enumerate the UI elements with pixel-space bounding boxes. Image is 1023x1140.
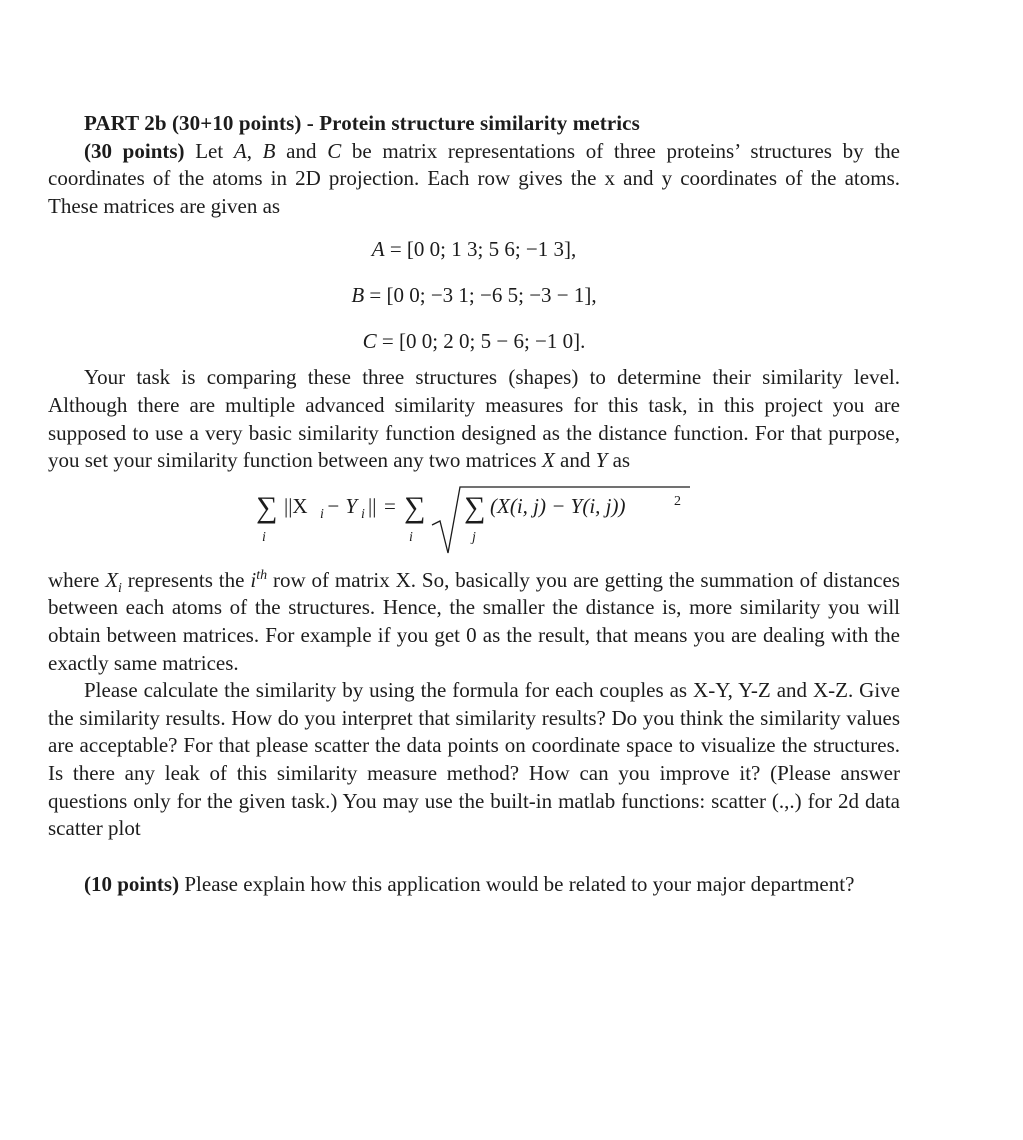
sum-symbol-left: ∑ — [256, 490, 278, 524]
sum-symbol-inner: ∑ — [464, 490, 486, 524]
sum-index-left: i — [262, 529, 266, 545]
matrix-b-equation: B = [0 0; −3 1; −6 5; −3 − 1], — [351, 283, 597, 308]
section-heading: PART 2b (30+10 points) - Protein structure similarity metrics — [84, 111, 640, 135]
distance-formula — [48, 477, 900, 567]
distance-formula-svg — [48, 477, 900, 567]
norm-minus-y: − Y — [326, 493, 358, 518]
major-question-paragraph: (10 points) Please explain how this application would be related to your major department? — [84, 871, 855, 896]
norm-close: || — [368, 493, 377, 518]
matrix-a-equation: A = [0 0; 1 3; 5 6; −1 3], — [371, 237, 577, 262]
norm-left-part: ||X — [284, 493, 308, 518]
points-label-30: (30 points) — [84, 138, 185, 163]
intro-paragraph: (30 points) Let A, B and C be matrix representations of three proteins’ structures by the coordinates of the atoms in 2D projection. Each row gives the x and y coordinates of the atoms. These matrices are given as — [48, 138, 900, 218]
inner-difference: (X(i, j) − Y(i, j)) — [490, 493, 626, 518]
norm-sub-i: i — [320, 506, 324, 522]
explanation-paragraph: where $X_i$ represents the $i^{th}$ row of matrix X. So, basically you are getting the summation of distances between each atoms of the structures. Hence, the smaller the distance is, more similarity you will obtain between matrices. For example if you get 0 as the result, that means you are dealing with the exactly same matrices. — [48, 567, 900, 675]
squared-exponent: 2 — [674, 493, 681, 509]
instructions-paragraph: Please calculate the similarity by using the formula for each couples as X-Y, Y-Z and X-Z. Give the similarity results. How do you interpret that similarity results? Do you think the similarity values are acceptable? For that please scatter the data points on coordinate space to visualize the structures. Is there any leak of this similarity measure method? How can you improve it? (Please answer questions only for the given task.) You may use the built-in matlab functions: scatter (.,.) for 2d data scatter plot — [48, 678, 900, 841]
sum-index-inner: j — [472, 529, 476, 545]
equals-sign: = — [384, 493, 396, 518]
document-page — [48, 110, 900, 898]
matrix-c-equation: C = [0 0; 2 0; 5 − 6; −1 0]. — [362, 329, 586, 354]
points-label-10: (10 points) — [84, 871, 180, 896]
spacer — [48, 843, 900, 871]
task-paragraph: Your task is comparing these three structures (shapes) to determine their similarity level. Although there are multiple advanced similarity measures for this task, in this project you are supposed to use a very basic similarity function designed as the distance function. For that purpose, you set your similarity function between any two matrices X and Y as — [48, 365, 900, 473]
sum-symbol-right: ∑ — [404, 490, 426, 524]
sum-index-right: i — [409, 529, 413, 545]
matrix-equations — [48, 226, 900, 364]
norm-sub-i-y: i — [361, 506, 365, 522]
